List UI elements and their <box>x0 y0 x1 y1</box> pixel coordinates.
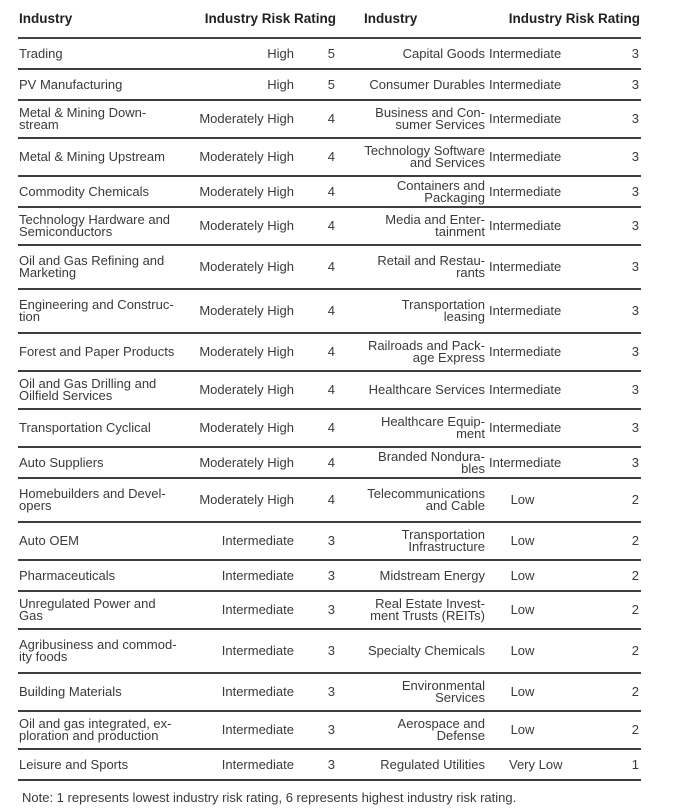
industry-name: Commodity Chemicals <box>18 176 188 207</box>
table-row <box>341 749 641 780</box>
table-row <box>341 371 641 409</box>
industry-name: Transportation Infrastructure <box>341 522 489 560</box>
risk-score: 3 <box>294 749 341 780</box>
table-row <box>18 371 341 409</box>
industry-name: Containers and Packaging <box>341 176 489 207</box>
risk-level: Low <box>489 591 584 629</box>
table-row <box>341 138 641 176</box>
risk-score: 3 <box>584 333 641 371</box>
risk-score: 3 <box>584 138 641 176</box>
table-row <box>341 245 641 289</box>
table-row <box>18 207 341 245</box>
risk-score: 3 <box>584 371 641 409</box>
industry-name: Telecommunications and Cable <box>341 478 489 522</box>
industry-risk-table-right <box>341 0 641 781</box>
table-row <box>341 207 641 245</box>
industry-name: Oil and Gas Drilling and Oilfield Services <box>18 371 188 409</box>
risk-score: 3 <box>584 176 641 207</box>
table-row <box>18 69 341 100</box>
industry-name: Branded Nondura- bles <box>341 447 489 478</box>
industry-name: Specialty Chemicals <box>341 629 489 673</box>
industry-name: Homebuilders and Devel- opers <box>18 478 188 522</box>
table-row <box>341 38 641 69</box>
risk-score: 4 <box>294 289 341 333</box>
table-row <box>18 522 341 560</box>
industry-name: Transportation Cyclical <box>18 409 188 447</box>
table-row <box>18 409 341 447</box>
risk-level: Moderately High <box>188 176 294 207</box>
risk-level: Low <box>489 478 584 522</box>
table-row <box>341 522 641 560</box>
risk-score: 2 <box>584 629 641 673</box>
risk-level: Low <box>489 560 584 591</box>
risk-level: Intermediate <box>489 100 584 138</box>
risk-score: 3 <box>584 447 641 478</box>
industry-name: Engineering and Construc- tion <box>18 289 188 333</box>
risk-level: Intermediate <box>489 245 584 289</box>
industry-name: Pharmaceuticals <box>18 560 188 591</box>
risk-level: Intermediate <box>188 629 294 673</box>
risk-level: Moderately High <box>188 447 294 478</box>
table-row <box>341 447 641 478</box>
table-row <box>18 673 341 711</box>
risk-score: 3 <box>294 711 341 749</box>
table-row <box>18 176 341 207</box>
table-row <box>18 447 341 478</box>
table-row <box>18 333 341 371</box>
industry-name: Transportation leasing <box>341 289 489 333</box>
column-header-industry: Industry <box>18 0 188 38</box>
risk-score: 4 <box>294 100 341 138</box>
risk-level: Moderately High <box>188 478 294 522</box>
industry-name: Business and Con- sumer Services <box>341 100 489 138</box>
table-row <box>341 478 641 522</box>
risk-score: 3 <box>294 522 341 560</box>
industry-name: Metal & Mining Down- stream <box>18 100 188 138</box>
table-row <box>341 591 641 629</box>
table-row <box>341 629 641 673</box>
table-row <box>341 673 641 711</box>
industry-name: Forest and Paper Products <box>18 333 188 371</box>
risk-score: 3 <box>584 409 641 447</box>
table-row <box>341 560 641 591</box>
table-row <box>18 289 341 333</box>
risk-level: Intermediate <box>489 38 584 69</box>
industry-name: Real Estate Invest- ment Trusts (REITs) <box>341 591 489 629</box>
risk-score: 4 <box>294 176 341 207</box>
table-row <box>341 176 641 207</box>
industry-name: Healthcare Services <box>341 371 489 409</box>
industry-risk-tables <box>18 0 641 781</box>
table-footnote: Note: 1 represents lowest industry risk rating, 6 represents highest industry risk rating. <box>22 790 517 805</box>
header-row <box>18 0 341 38</box>
industry-name: Agribusiness and commod- ity foods <box>18 629 188 673</box>
risk-score: 3 <box>294 560 341 591</box>
risk-level: Intermediate <box>489 447 584 478</box>
industry-name: Healthcare Equip- ment <box>341 409 489 447</box>
table-row <box>18 38 341 69</box>
risk-score: 2 <box>584 560 641 591</box>
industry-name: Capital Goods <box>341 38 489 69</box>
industry-name: Technology Software and Services <box>341 138 489 176</box>
column-header-risk-rating: Industry Risk Rating <box>489 0 641 38</box>
risk-level: Intermediate <box>188 749 294 780</box>
industry-name: Trading <box>18 38 188 69</box>
industry-risk-table-left <box>18 0 341 781</box>
risk-score: 4 <box>294 447 341 478</box>
risk-level: Intermediate <box>489 371 584 409</box>
risk-level: Moderately High <box>188 245 294 289</box>
column-header-industry: Industry <box>341 0 489 38</box>
risk-score: 3 <box>584 69 641 100</box>
industry-name: Building Materials <box>18 673 188 711</box>
risk-level: Moderately High <box>188 371 294 409</box>
risk-score: 4 <box>294 409 341 447</box>
risk-score: 2 <box>584 522 641 560</box>
industry-name: Leisure and Sports <box>18 749 188 780</box>
column-header-risk-rating: Industry Risk Rating <box>188 0 341 38</box>
risk-level: High <box>188 38 294 69</box>
risk-score: 2 <box>584 478 641 522</box>
risk-score: 3 <box>294 673 341 711</box>
table-row <box>341 333 641 371</box>
industry-name: Media and Enter- tainment <box>341 207 489 245</box>
risk-score: 1 <box>584 749 641 780</box>
industry-name: Auto Suppliers <box>18 447 188 478</box>
risk-score: 3 <box>584 38 641 69</box>
risk-score: 3 <box>294 591 341 629</box>
industry-name: Railroads and Pack- age Express <box>341 333 489 371</box>
risk-score: 4 <box>294 245 341 289</box>
industry-name: Technology Hardware and Semiconductors <box>18 207 188 245</box>
table-row <box>341 711 641 749</box>
table-row <box>18 629 341 673</box>
risk-level: Moderately High <box>188 207 294 245</box>
risk-level: Intermediate <box>188 522 294 560</box>
header-row <box>341 0 641 38</box>
risk-level: Very Low <box>489 749 584 780</box>
risk-level: Moderately High <box>188 333 294 371</box>
risk-level: Intermediate <box>489 138 584 176</box>
risk-level: Intermediate <box>489 409 584 447</box>
industry-name: Midstream Energy <box>341 560 489 591</box>
risk-level: Low <box>489 522 584 560</box>
table-row <box>341 69 641 100</box>
table-row <box>341 289 641 333</box>
risk-score: 4 <box>294 207 341 245</box>
risk-level: Intermediate <box>489 333 584 371</box>
risk-level: Intermediate <box>188 711 294 749</box>
risk-level: Intermediate <box>489 176 584 207</box>
risk-level: Intermediate <box>188 673 294 711</box>
industry-name: Environmental Services <box>341 673 489 711</box>
risk-level: Moderately High <box>188 100 294 138</box>
risk-score: 3 <box>584 100 641 138</box>
table-row <box>18 138 341 176</box>
risk-level: High <box>188 69 294 100</box>
risk-score: 5 <box>294 38 341 69</box>
risk-level: Intermediate <box>489 207 584 245</box>
risk-score: 3 <box>584 289 641 333</box>
risk-level: Low <box>489 629 584 673</box>
industry-name: Consumer Durables <box>341 69 489 100</box>
risk-score: 2 <box>584 711 641 749</box>
risk-score: 3 <box>294 629 341 673</box>
risk-level: Intermediate <box>489 69 584 100</box>
industry-name: Unregulated Power and Gas <box>18 591 188 629</box>
risk-score: 5 <box>294 69 341 100</box>
risk-level: Moderately High <box>188 409 294 447</box>
table-row <box>18 711 341 749</box>
table-row <box>18 100 341 138</box>
risk-score: 4 <box>294 333 341 371</box>
industry-name: Oil and gas integrated, ex- ploration and production <box>18 711 188 749</box>
risk-level: Low <box>489 673 584 711</box>
table-row <box>341 100 641 138</box>
risk-level: Low <box>489 711 584 749</box>
table-row <box>18 478 341 522</box>
industry-name: Aerospace and Defense <box>341 711 489 749</box>
industry-name: Auto OEM <box>18 522 188 560</box>
table-row <box>18 245 341 289</box>
risk-score: 4 <box>294 478 341 522</box>
risk-score: 2 <box>584 591 641 629</box>
risk-level: Moderately High <box>188 289 294 333</box>
risk-level: Intermediate <box>188 591 294 629</box>
table-row <box>341 409 641 447</box>
table-row <box>18 560 341 591</box>
table-row <box>18 591 341 629</box>
industry-name: Metal & Mining Upstream <box>18 138 188 176</box>
risk-score: 3 <box>584 245 641 289</box>
industry-name: Regulated Utilities <box>341 749 489 780</box>
industry-name: Retail and Restau- rants <box>341 245 489 289</box>
industry-name: Oil and Gas Refining and Marketing <box>18 245 188 289</box>
risk-score: 4 <box>294 371 341 409</box>
risk-level: Intermediate <box>489 289 584 333</box>
risk-score: 2 <box>584 673 641 711</box>
industry-name: PV Manufacturing <box>18 69 188 100</box>
risk-level: Moderately High <box>188 138 294 176</box>
risk-score: 3 <box>584 207 641 245</box>
risk-score: 4 <box>294 138 341 176</box>
table-row <box>18 749 341 780</box>
risk-level: Intermediate <box>188 560 294 591</box>
